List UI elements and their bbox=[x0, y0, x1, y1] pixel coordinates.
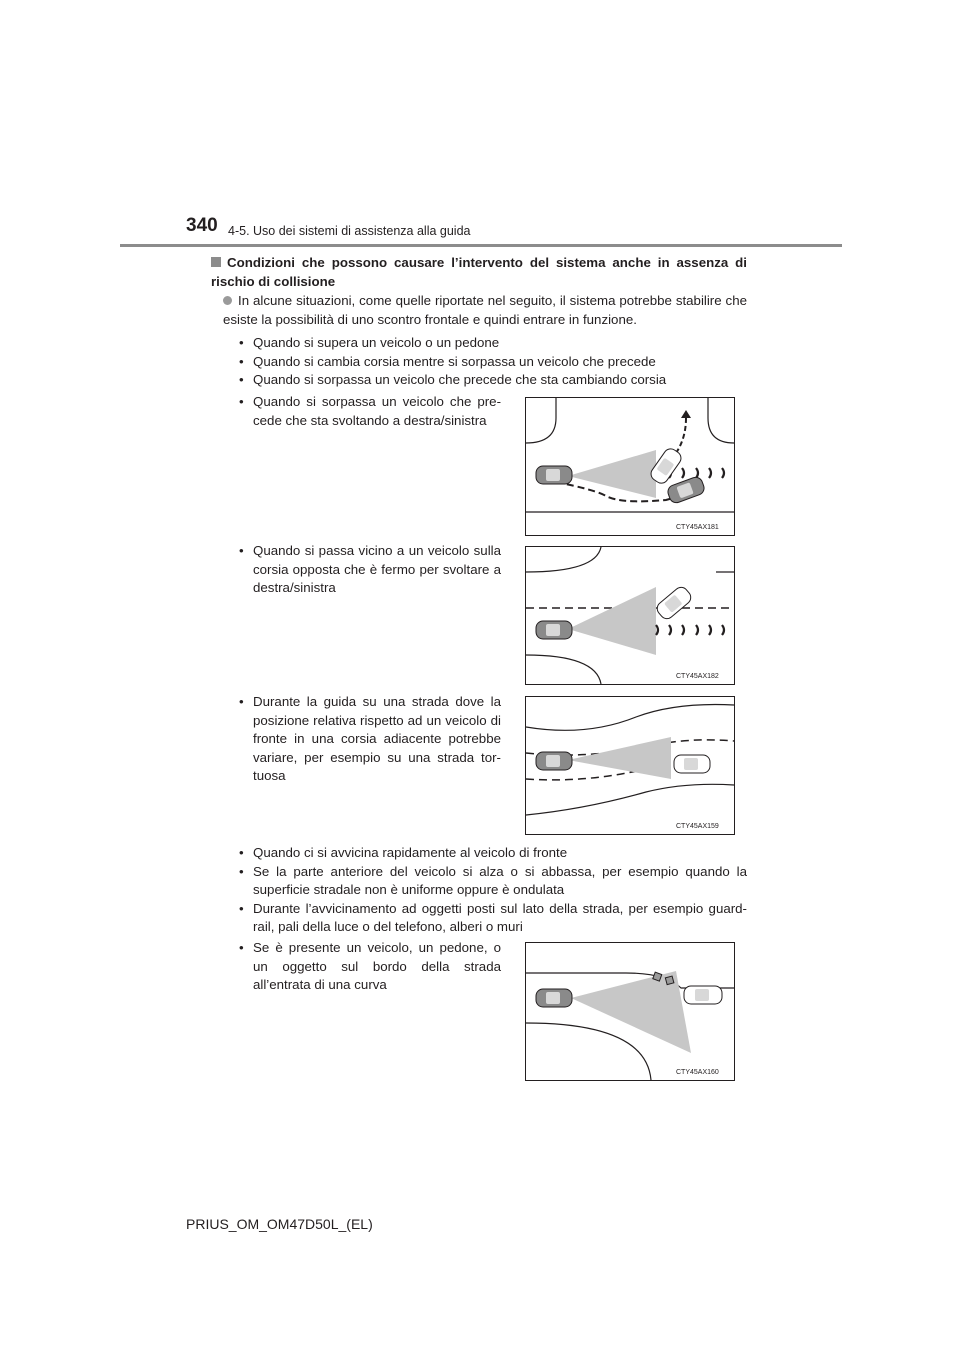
document-id: PRIUS_OM_OM47D50L_(EL) bbox=[186, 1216, 373, 1232]
figure-code: CTY45AX181 bbox=[676, 524, 719, 531]
list-item: • Se la parte anteriore del veicolo si alza o si abbassa, per esempio quando la superficie stradale non è uniforme oppure è ondulata bbox=[239, 863, 747, 900]
figure-code: CTY45AX182 bbox=[676, 673, 719, 680]
illustrated-item-2 bbox=[239, 542, 501, 598]
intro-paragraph bbox=[223, 292, 747, 329]
list-item: • Quando si cambia corsia mentre si sorpassa un veicolo che precede bbox=[239, 353, 747, 372]
list-item: • Quando si sorpassa un veicolo che precede che sta cambiando corsia bbox=[239, 371, 747, 390]
chapter-title: 4-5. Uso dei sistemi di assistenza alla guida bbox=[228, 224, 471, 238]
figure-winding-road bbox=[525, 696, 735, 835]
section-heading-text: Condizioni che possono causare l’intervento del sistema anche in assenza di rischio di collisione bbox=[211, 255, 747, 289]
intro-text: In alcune situazioni, come quelle riportate nel seguito, il sistema potrebbe stabilire che esiste la possibilità di uno scontro frontale e quindi entrare in funzione. bbox=[223, 293, 747, 327]
condition-list-1 bbox=[239, 334, 747, 390]
section-heading bbox=[211, 254, 747, 291]
illustrated-item-1 bbox=[239, 393, 501, 430]
header-rule bbox=[120, 244, 842, 247]
list-item: • Durante la guida su una strada dove la posizione relativa rispetto ad un veicolo di fronte in una corsia adiacente potrebbe variare, per esempio su una strada tor-tuosa bbox=[239, 693, 501, 786]
list-item: • Quando si supera un veicolo o un pedone bbox=[239, 334, 747, 353]
list-item: • Durante l’avvicinamento ad oggetti posti sul lato della strada, per esempio guard-rail, pali della luce o del telefono, alberi o muri bbox=[239, 900, 747, 937]
list-item: • Se è presente un veicolo, un pedone, o un oggetto sul bordo della strada all’entrata di una curva bbox=[239, 939, 501, 995]
list-item: • Quando si sorpassa un veicolo che pre-cede che sta svoltando a destra/sinistra bbox=[239, 393, 501, 430]
illustrated-item-4 bbox=[239, 939, 501, 995]
condition-list-2 bbox=[239, 844, 747, 937]
figure-oncoming-stopped bbox=[525, 546, 735, 685]
figure-overtake-turning bbox=[525, 397, 735, 536]
figure-curve-entry bbox=[525, 942, 735, 1081]
car-icon bbox=[536, 466, 572, 484]
figure-code: CTY45AX159 bbox=[676, 823, 719, 830]
square-bullet-icon bbox=[211, 257, 221, 267]
figure-code: CTY45AX160 bbox=[676, 1069, 719, 1076]
list-item: • Quando ci si avvicina rapidamente al veicolo di fronte bbox=[239, 844, 747, 863]
page-number: 340 bbox=[186, 215, 218, 236]
illustrated-item-3 bbox=[239, 693, 501, 786]
list-item: • Quando si passa vicino a un veicolo sulla corsia opposta che è fermo per svoltare a destra/sinistra bbox=[239, 542, 501, 598]
circle-bullet-icon bbox=[223, 296, 232, 305]
